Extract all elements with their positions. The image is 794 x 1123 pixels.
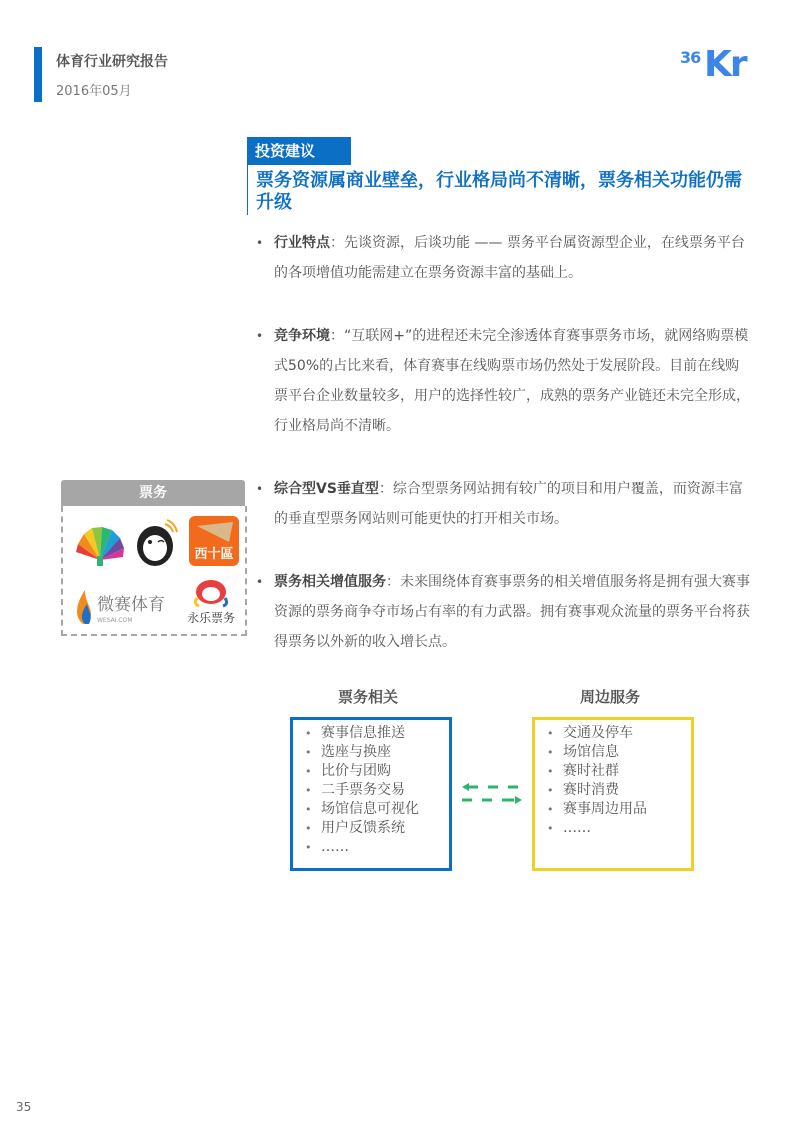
surrounding-services-card bbox=[532, 717, 694, 871]
bullet-dot-icon: • bbox=[256, 236, 264, 250]
report-date: 2016年05月 bbox=[56, 84, 132, 99]
yongle-logo-icon bbox=[181, 578, 241, 628]
list-item: • 选座与换座 bbox=[301, 743, 441, 762]
yongle-logo-text: 永乐票务 bbox=[186, 611, 236, 625]
peacock-logo-icon bbox=[75, 520, 125, 568]
bullet-text: ：未来围绕体育赛事票务的相关增值服务将是拥有强大赛事资源的票务商争夺市场占有率的有力武器。拥有赛事观众流量的票务平台将获得票务以外新的收入增长点。 bbox=[274, 574, 750, 650]
list-item: • …… bbox=[543, 819, 683, 838]
section-title: 票务资源属商业壁垒，行业格局尚不清晰，票务相关功能仍需升级 bbox=[256, 170, 742, 213]
bullet-text: ：先谈资源，后谈功能 —— 票务平台属资源型企业，在线票务平台的各项增值功能需建立在票务资源丰富的基础上。 bbox=[274, 235, 745, 281]
header-accent-bar bbox=[34, 47, 42, 102]
bullet-text: ：综合型票务网站拥有较广的项目和用户覆盖，而资源丰富的垂直型票务网站则可能更快的打开相关市场。 bbox=[274, 481, 743, 527]
diagram-left-title: 票务相关 bbox=[338, 688, 399, 706]
xishiqu-logo-icon bbox=[189, 516, 239, 566]
bullet-text: ：“互联网+”的进程还未完全渗透体育赛事票务市场，就网络购票模式50%的占比来看，体育赛事在线购票市场仍然处于发展阶段。目前在线购票平台企业数量较多，用户的选择性较广，成熟的票务产业链还未完全形成，行业格局尚不清晰。 bbox=[274, 328, 750, 434]
list-item: • 用户反馈系统 bbox=[301, 819, 441, 838]
bullet-industry-features bbox=[256, 228, 751, 288]
bullet-value-added-services bbox=[256, 567, 751, 657]
bullet-label: 行业特点 bbox=[274, 235, 330, 251]
penguin-logo-icon bbox=[133, 516, 181, 568]
bullet-dot-icon: • bbox=[256, 575, 264, 589]
logo-panel-title: 票务 bbox=[61, 480, 245, 506]
list-item: • 赛时消费 bbox=[543, 781, 683, 800]
list-item: • 赛事信息推送 bbox=[301, 724, 441, 743]
list-item: • 赛事周边用品 bbox=[543, 800, 683, 819]
list-item: • 场馆信息可视化 bbox=[301, 800, 441, 819]
bidirectional-arrows-icon bbox=[460, 783, 524, 805]
bullet-label: 票务相关增值服务 bbox=[274, 574, 386, 590]
list-item: • 比价与团购 bbox=[301, 762, 441, 781]
wesai-url-text: WESAI.COM bbox=[97, 617, 133, 624]
bullet-label: 竞争环境 bbox=[274, 328, 330, 344]
section-tag: 投资建议 bbox=[247, 137, 351, 165]
logo-number: 36 bbox=[680, 48, 701, 67]
bullet-competition bbox=[256, 321, 751, 441]
bullet-dot-icon: • bbox=[256, 482, 264, 496]
xishiqu-logo-text: 西十區 bbox=[194, 547, 234, 562]
title-accent-line bbox=[247, 165, 248, 215]
list-item: • 场馆信息 bbox=[543, 743, 683, 762]
list-item: • 交通及停车 bbox=[543, 724, 683, 743]
page-number: 35 bbox=[16, 1100, 32, 1114]
list-item: • 二手票务交易 bbox=[301, 781, 441, 800]
wesai-logo-text: 微赛体育 bbox=[97, 595, 165, 615]
list-item: • …… bbox=[301, 838, 441, 857]
bullet-comprehensive-vs-vertical bbox=[256, 474, 751, 534]
ticketing-related-card bbox=[290, 717, 452, 871]
logo-text: Kr bbox=[704, 44, 746, 85]
bullet-label: 综合型VS垂直型 bbox=[274, 481, 379, 497]
report-title: 体育行业研究报告 bbox=[56, 54, 168, 70]
diagram-right-title: 周边服务 bbox=[580, 688, 641, 706]
list-item: • 赛时社群 bbox=[543, 762, 683, 781]
ticketing-logo-panel bbox=[61, 480, 245, 636]
bullet-dot-icon: • bbox=[256, 329, 264, 343]
wesai-logo-icon bbox=[73, 580, 169, 626]
